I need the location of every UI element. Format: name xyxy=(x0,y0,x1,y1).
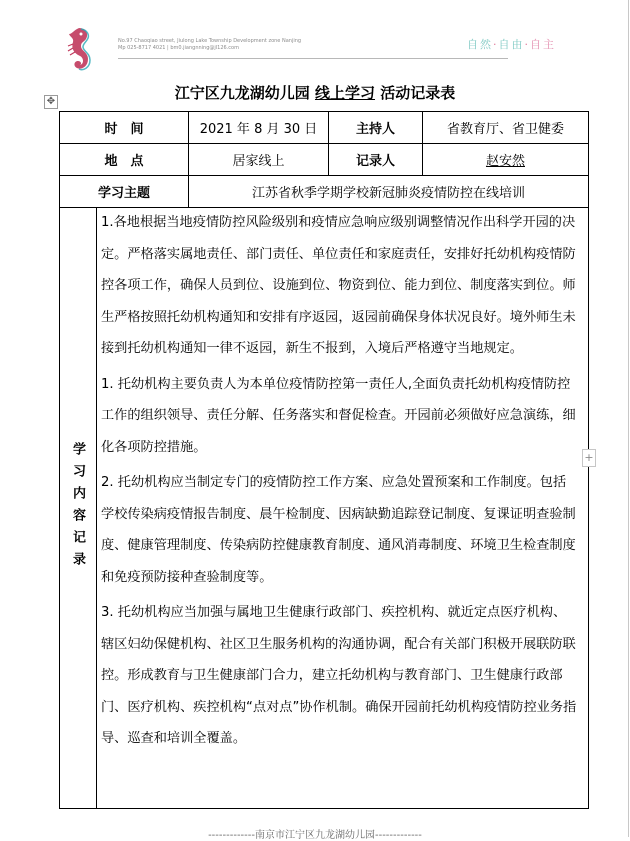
place-label: 地 点 xyxy=(104,154,144,169)
page-footer: -------------南京市江宁区九龙湖幼儿园------------- xyxy=(208,830,422,841)
title-suffix: 活动记录表 xyxy=(380,84,456,102)
letterhead-rule xyxy=(118,58,508,59)
letterhead-contact xyxy=(118,38,348,52)
topic-label: 学习主题 xyxy=(97,186,150,201)
content-paragraph: 1. 托幼机构主要负责人为本单位疫情防控第一责任人,全面负责托幼机构疫情防控工作的组织领导、责任分解、任务落实和督促检查。开园前必须做好应急演练，细化各项防控措施。 xyxy=(101,376,576,455)
host-label: 主持人 xyxy=(355,122,395,137)
slogan-dot-2: · xyxy=(524,38,530,51)
slogan-part-2: 自由 xyxy=(498,38,525,51)
content-paragraph: 1.各地根据当地疫情防控风险级别和疫情应急响应级别调整情况作出科学开园的决定。严格落实属地责任、部门责任、单位责任和家庭责任，安排好托幼机构疫情防控各项工作，确保人员到位、设施到位、物资到位、能力到位、制度落实到位。师生严格按照托幼机构通知和安排有序返园，返园前确保身体状况良好。境外师生未接到托幼机构通知一律不返园，新生不报到，入境后严格遵守当地规定。 xyxy=(101,215,576,356)
content-paragraph: 2. 托幼机构应当制定专门的疫情防控工作方案、应急处置预案和工作制度。包括学校传染病疫情报告制度、晨午检制度、因病缺勤追踪登记制度、复课证明查验制度、健康管理制度、传染病防控健康教育制度、通风消毒制度、环境卫生检查制度和免疫预防接种查验制度等。 xyxy=(101,475,576,585)
content-label-text: 学习内容记录 xyxy=(70,442,85,574)
slogan-dot-1: · xyxy=(493,38,499,51)
plus-icon[interactable]: + xyxy=(582,449,596,467)
content-label xyxy=(59,207,96,809)
slogan-part-1: 自然 xyxy=(467,38,493,51)
title-underlined-activity[interactable]: 线上学习 xyxy=(314,84,375,102)
seahorse-logo-icon xyxy=(62,24,96,78)
letterhead-address: No.97 Chaoqiao street, Jiulong Lake Township Development zone Nanjing xyxy=(118,38,302,44)
time-label: 时 间 xyxy=(104,122,144,137)
host-value[interactable]: 省教育厅、省卫健委 xyxy=(446,122,564,137)
recorder-value[interactable]: 赵安然 xyxy=(485,154,525,169)
time-value[interactable]: 2021 年 8 月 30 日 xyxy=(199,122,318,137)
place-value[interactable]: 居家线上 xyxy=(232,154,285,169)
topic-value[interactable]: 江苏省秋季学期学校新冠肺炎疫情防控在线培训 xyxy=(251,186,525,201)
title-prefix: 江宁区九龙湖幼儿园 xyxy=(174,84,310,102)
content-body[interactable] xyxy=(97,207,579,755)
move-cross-icon[interactable]: ✥ xyxy=(44,95,58,109)
slogan xyxy=(467,36,556,52)
letterhead-phone-email: Mp 025-8717 4021 | bm0.jiangnning@jl126.com xyxy=(118,45,239,51)
recorder-label: 记录人 xyxy=(355,154,395,169)
content-paragraph: 3. 托幼机构应当加强与属地卫生健康行政部门、疾控机构、就近定点医疗机构、辖区妇幼保健机构、社区卫生服务机构的沟通协调，配合有关部门积极开展联防联控。形成教育与卫生健康部门合力，建立托幼机构与教育部门、卫生健康行政部门、医疗机构、疾控机构“点对点”协作机制。确保开园前托幼机构疫情防控业务指导、巡查和培训全覆盖。 xyxy=(101,605,577,746)
slogan-part-3: 自主 xyxy=(530,38,556,51)
document-title xyxy=(0,82,630,103)
